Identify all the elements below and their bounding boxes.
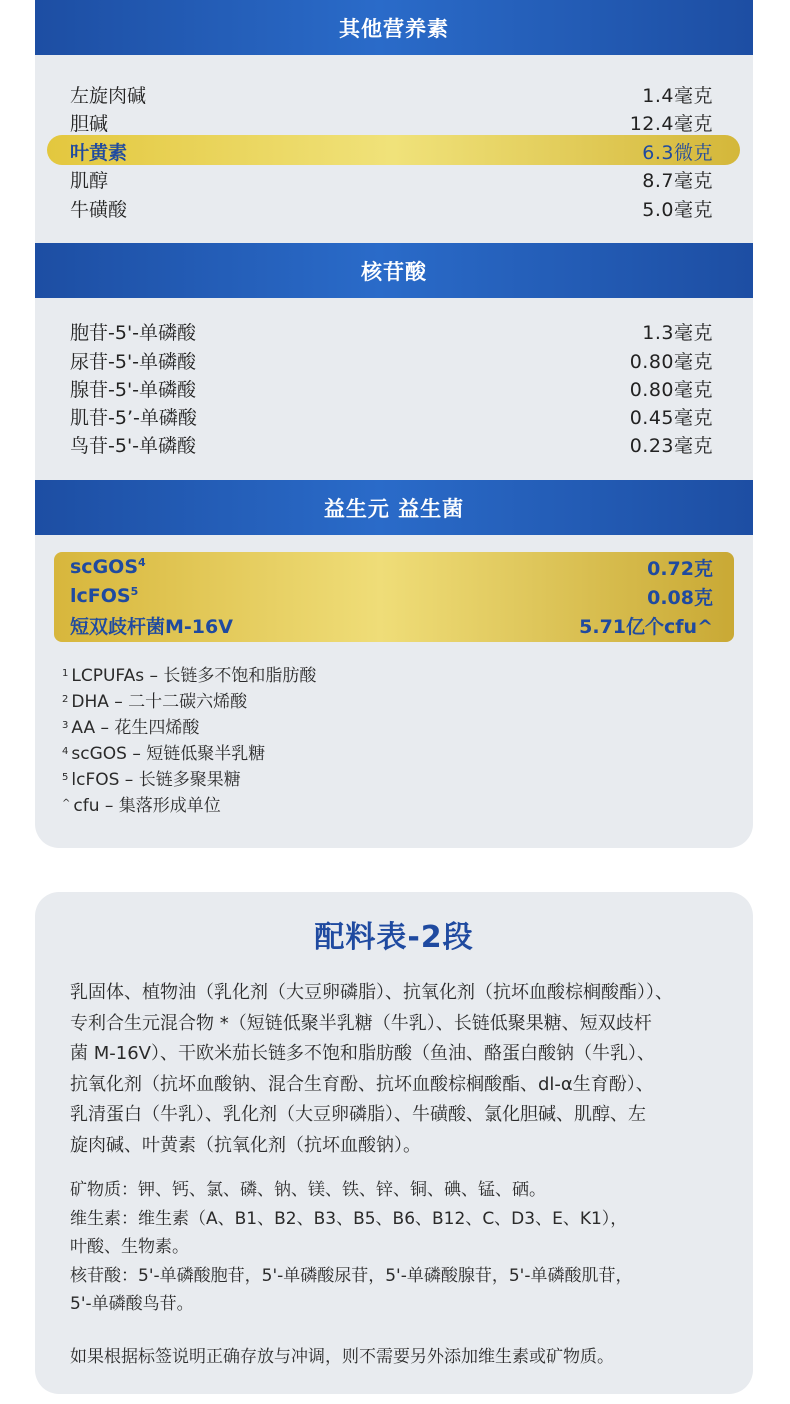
nutrient-value: 0.80毫克 — [629, 378, 713, 401]
nutrient-row — [70, 80, 713, 108]
probiotic-value: 0.72克 — [647, 557, 713, 580]
footnote-text: scGOS – 短链低聚半乳糖 — [71, 743, 266, 764]
footnote-text: DHA – 二十二碳六烯酸 — [71, 691, 248, 712]
nutrient-value: 1.3毫克 — [642, 321, 713, 344]
text-line: 旋肉碱、叶黄素（抗氧化剂（抗坏血酸钠）。 — [70, 1134, 421, 1156]
ingredients-main-text — [70, 978, 720, 1161]
nutrient-row — [70, 402, 713, 430]
ingredients-card — [35, 892, 753, 1394]
nutrient-row — [70, 165, 713, 193]
footnote-mark: 5 — [62, 771, 69, 783]
probiotic-value: 5.71亿个cfu^ — [579, 615, 713, 638]
text-line: 菌 M-16V）、干欧米茄长链多不饱和脂肪酸（鱼油、酪蛋白酸钠（牛乳）、 — [70, 1043, 655, 1064]
nutrition-card — [35, 0, 753, 848]
text-line: 叶酸、生物素。 — [70, 1237, 189, 1257]
nutrient-value: 1.4毫克 — [642, 84, 713, 107]
nutrient-value: 0.80毫克 — [629, 350, 713, 373]
nutrient-row — [70, 317, 713, 345]
nutrient-value: 6.3微克 — [642, 141, 713, 164]
nutrient-value: 12.4毫克 — [629, 112, 713, 135]
nutrient-value: 5.0毫克 — [642, 198, 713, 221]
nutrient-name: 尿苷-5'-单磷酸 — [70, 350, 197, 373]
footnote — [62, 661, 316, 685]
probiotic-row — [70, 611, 713, 639]
text-line: 乳固体、植物油（乳化剂（大豆卵磷脂）、抗氧化剂（抗坏血酸棕榈酸酯））、 — [70, 982, 673, 1003]
footnote-mark: 3 — [62, 719, 69, 731]
probiotic-name: 短双歧杆菌M-16V — [70, 615, 233, 638]
text-line: 乳清蛋白（牛乳）、乳化剂（大豆卵磷脂）、牛磺酸、氯化胆碱、肌醇、左 — [70, 1104, 646, 1125]
ingredients-sub-text — [70, 1176, 720, 1319]
nutrient-value: 0.45毫克 — [629, 406, 713, 429]
nutrient-row — [70, 194, 713, 222]
footnote — [62, 687, 247, 711]
footnote-mark: 4 — [62, 745, 69, 757]
nutrient-row-highlighted — [70, 137, 713, 165]
footnote — [62, 765, 241, 789]
probiotic-name: lcFOS$^5$ — [70, 585, 139, 607]
text-line: 抗氧化剂（抗坏血酸钠、混合生育酚、抗坏血酸棕榈酸酯、dl-α生育酚）、 — [70, 1073, 654, 1095]
footnote — [62, 791, 221, 815]
nutrient-row — [70, 430, 713, 458]
footnote-text: cfu – 集落形成单位 — [73, 795, 221, 816]
footnote — [62, 739, 265, 763]
nutrient-name: 鸟苷-5'-单磷酸 — [70, 434, 197, 457]
probiotic-value: 0.08克 — [647, 586, 713, 609]
footnote-text: LCPUFAs – 长链多不饱和脂肪酸 — [71, 665, 317, 686]
nutrient-name: 叶黄素 — [70, 141, 128, 164]
probiotic-name: scGOS$^4$ — [70, 556, 146, 578]
text-line: 核苷酸：5'-单磷酸胞苷，5'-单磷酸尿苷，5'-单磷酸腺苷，5'-单磷酸肌苷， — [70, 1265, 633, 1286]
nutrient-name: 肌醇 — [70, 169, 109, 192]
section-title: 核苷酸 — [361, 259, 427, 284]
nutrient-row — [70, 346, 713, 374]
nutrient-value: 0.23毫克 — [629, 434, 713, 457]
nutrient-name: 胆碱 — [70, 112, 109, 135]
probiotic-row — [70, 553, 713, 581]
nutrient-name: 腺苷-5'-单磷酸 — [70, 378, 197, 401]
ingredients-title: 配料表-2段 — [314, 920, 474, 955]
nutrient-name: 牛磺酸 — [70, 198, 128, 221]
nutrient-value: 8.7毫克 — [642, 169, 713, 192]
footnote-mark: ^ — [62, 797, 71, 809]
footnote — [62, 713, 199, 737]
footnote-mark: 2 — [62, 693, 69, 705]
section-title: 益生元 益生菌 — [323, 496, 465, 521]
footnote-text: AA – 花生四烯酸 — [71, 717, 200, 738]
nutrient-name: 肌苷-5’-单磷酸 — [70, 406, 197, 429]
nutrient-name: 左旋肉碱 — [70, 84, 147, 107]
text-line: 专利合生元混合物 *（短链低聚半乳糖（牛乳）、长链低聚果糖、短双歧杆 — [70, 1012, 652, 1034]
footnote-mark: 1 — [62, 667, 69, 679]
text-line: 5'-单磷酸鸟苷。 — [70, 1294, 194, 1314]
text-line: 维生素：维生素（A、B1、B2、B3、B5、B6、B12、C、D3、E、K1）， — [70, 1208, 628, 1229]
footnote-text: lcFOS – 长链多聚果糖 — [71, 769, 241, 790]
ingredients-note: 如果根据标签说明正确存放与冲调，则不需要另外添加维生素或矿物质。 — [70, 1347, 614, 1367]
nutrient-row — [70, 108, 713, 136]
section-header-other-nutrients — [35, 0, 753, 55]
section-title: 其他营养素 — [339, 16, 449, 41]
nutrient-name: 胞苷-5'-单磷酸 — [70, 321, 197, 344]
nutrient-row — [70, 374, 713, 402]
section-header-nucleotides — [35, 243, 753, 298]
text-line: 矿物质：钾、钙、氯、磷、钠、镁、铁、锌、铜、碘、锰、硒。 — [70, 1180, 546, 1200]
probiotic-row — [70, 582, 713, 610]
section-header-prebiotics-probiotics — [35, 480, 753, 535]
